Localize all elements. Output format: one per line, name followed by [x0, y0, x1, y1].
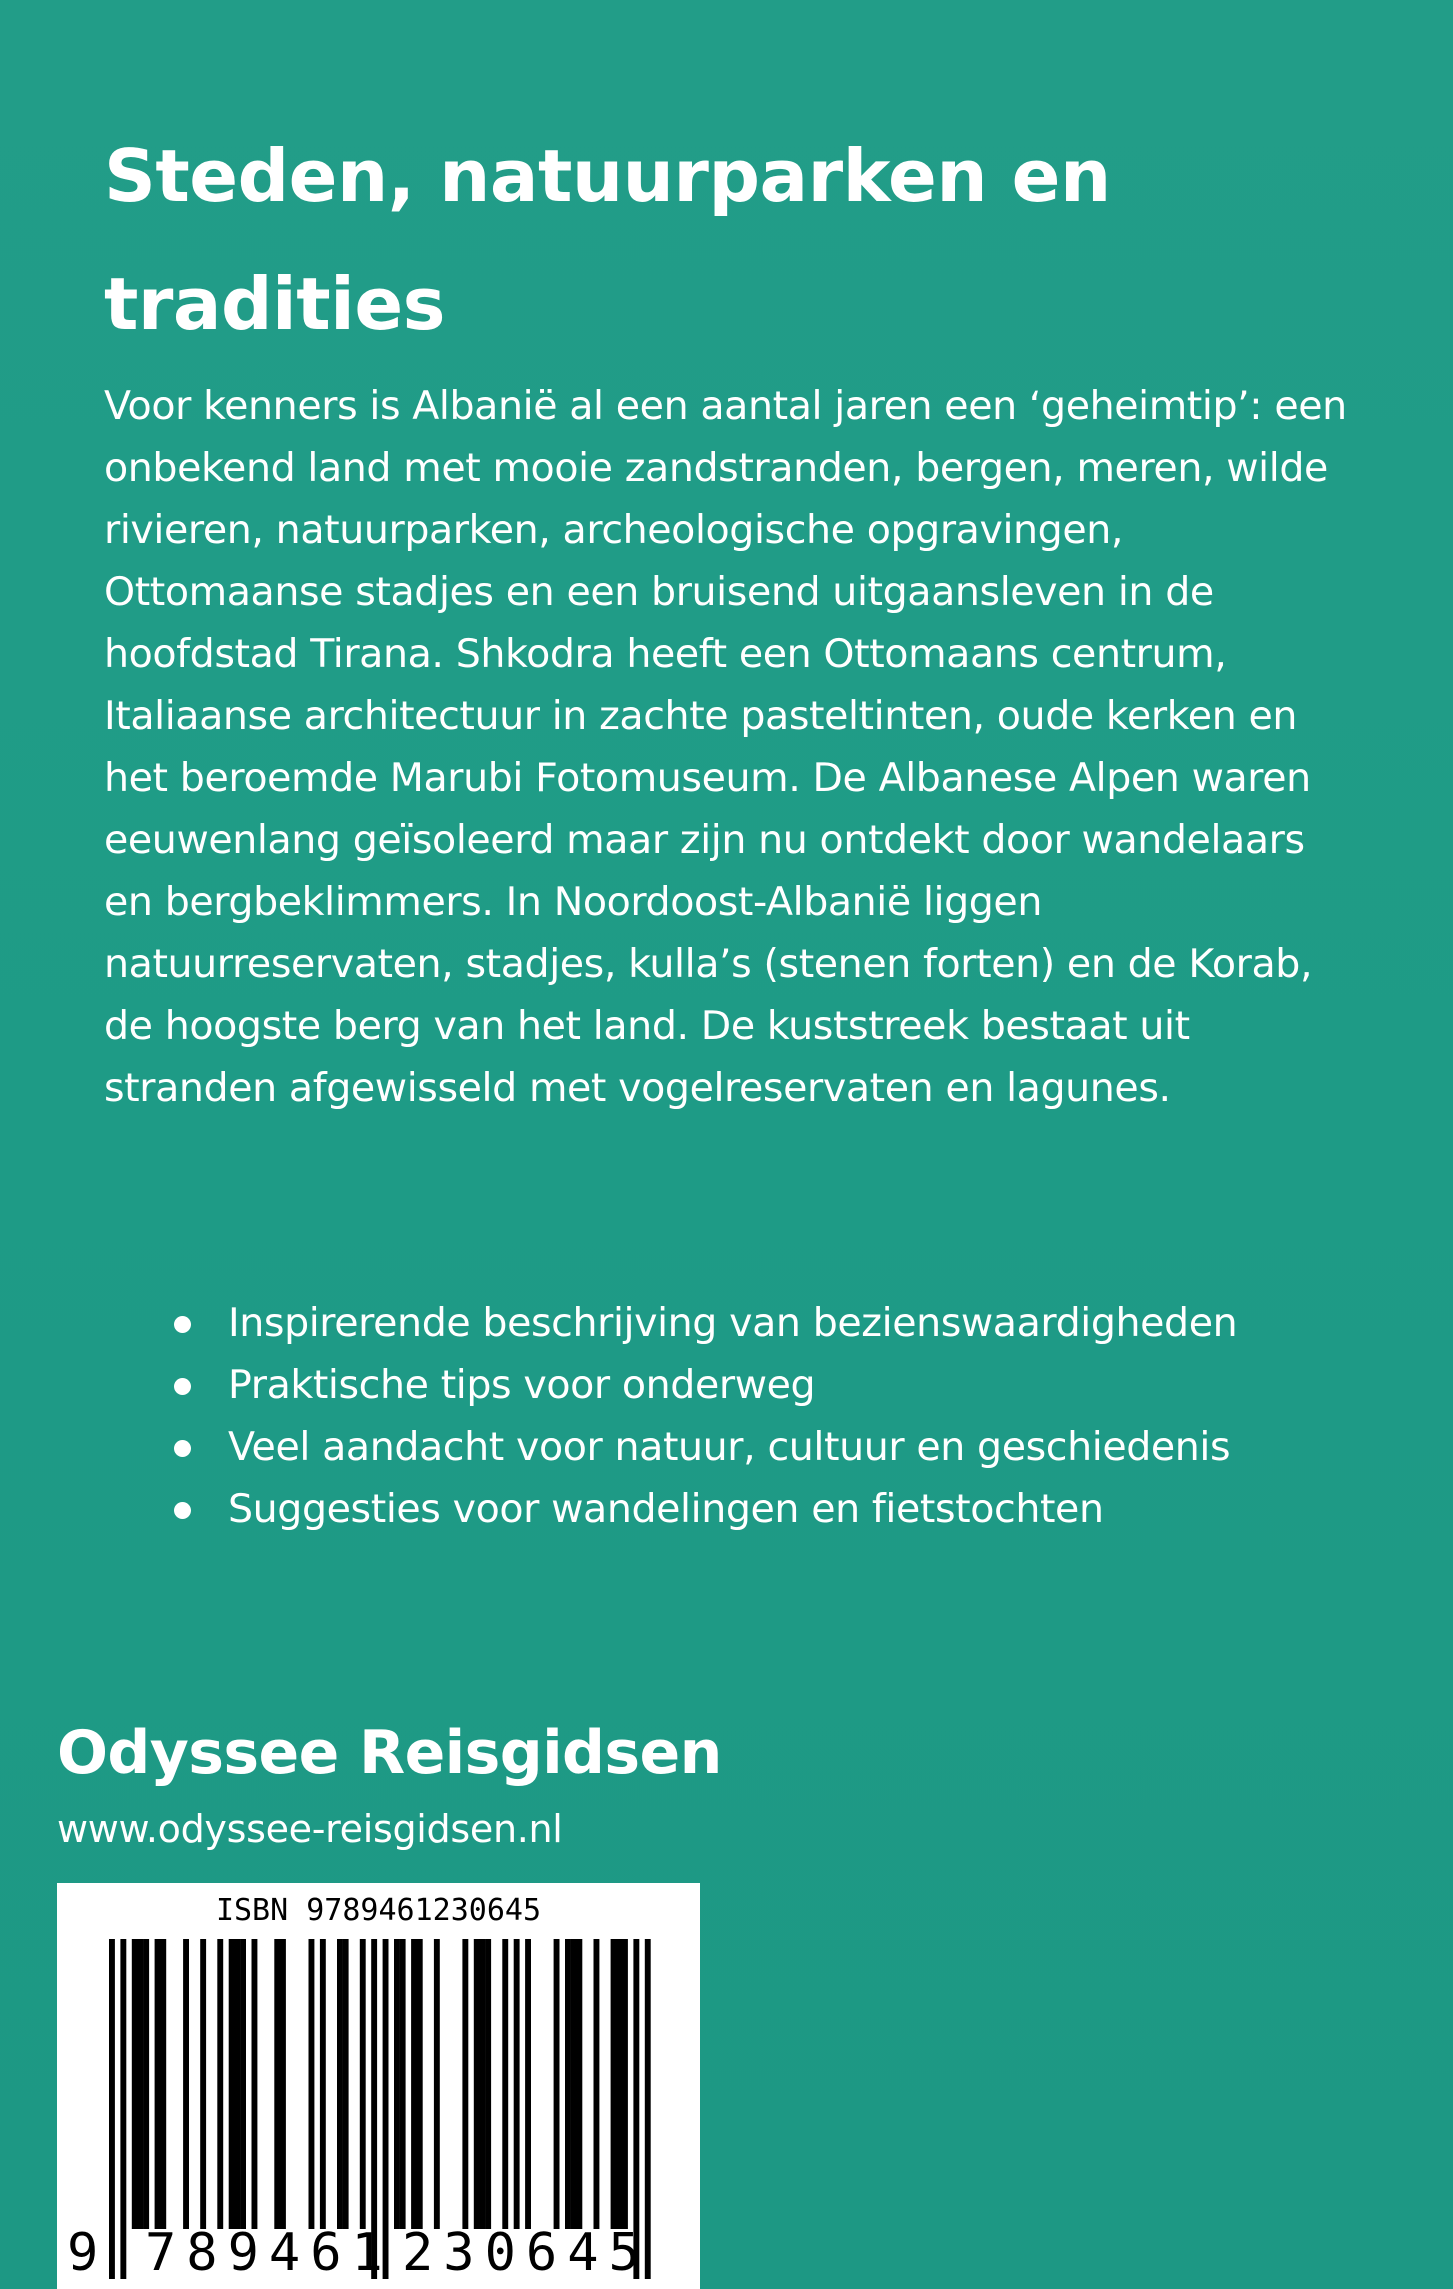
barcode-bar [109, 1939, 115, 2279]
barcode-left-digits: 789461 [145, 2223, 393, 2283]
barcode-bar [571, 1939, 577, 2229]
barcode-bar [155, 1939, 161, 2229]
isbn-barcode [57, 1883, 700, 2289]
barcode-bar [434, 1939, 440, 2229]
bullet-icon [174, 1316, 191, 1333]
barcode-bar [320, 1939, 326, 2229]
barcode-bar [120, 1939, 126, 2279]
barcode-first-digit: 9 [67, 2223, 109, 2283]
feature-item [104, 1478, 1404, 1540]
barcode-bar [132, 1939, 138, 2229]
barcode-bar [411, 1939, 417, 2229]
feature-label: Inspirerende beschrijving van bezienswaardigheden [228, 1300, 1238, 1346]
feature-list [104, 1292, 1404, 1540]
barcode-bar [525, 1939, 531, 2229]
barcode-bar [360, 1939, 366, 2229]
barcode-bar [337, 1939, 343, 2229]
feature-item [104, 1416, 1404, 1478]
barcode-bar [217, 1939, 223, 2229]
feature-label: Praktische tips voor onderweg [228, 1362, 816, 1408]
barcode-bar [183, 1939, 189, 2229]
barcode-bar [417, 1939, 423, 2229]
description-text: Voor kenners is Albanië al een aantal jaren een ‘geheimtip’: een onbekend land met mooie zandstranden, bergen, meren, wilde rivieren, natuurparken, archeologische opgravingen, Ottomaanse stadjes en een bruisend uitgaansleven in de hoofdstad Tirana. Shkodra heeft een Ottomaans centrum, Italiaanse architectuur in zachte pasteltinten, oude kerken en het beroemde Marubi Fotomuseum. De Albanese Alpen waren eeuwenlang geïsoleerd maar zijn nu ontdekt door wandelaars en bergbeklimmers. In Noordoost-Albanië liggen natuurreservaten, stadjes, kulla’s (stenen forten) en de Korab, de hoogste berg van het land. De kuststreek bestaat uit stranden afgewisseld met vogelreservaten en lagunes. [104, 383, 1347, 1111]
bullet-icon [174, 1378, 191, 1395]
barcode-bar [138, 1939, 144, 2229]
cover-heading: Steden, natuurparken en tradities [104, 134, 1111, 346]
publisher-url: www.odyssee-reisgidsen.nl [57, 1807, 563, 1851]
barcode-bar [343, 1939, 349, 2229]
barcode-bar [394, 1939, 400, 2229]
barcode-bar [576, 1939, 582, 2229]
bullet-icon [174, 1502, 191, 1519]
barcode-bar [309, 1939, 315, 2229]
publisher-name: Odyssee Reisgidsen [57, 1718, 722, 1788]
barcode-bar [274, 1939, 280, 2229]
barcode-bar [485, 1939, 491, 2229]
barcode-bar [480, 1939, 486, 2229]
barcode-bar [160, 1939, 166, 2229]
barcode-bar [462, 1939, 468, 2229]
feature-item [104, 1292, 1404, 1354]
barcode-bar [143, 1939, 149, 2229]
barcode-bar [554, 1939, 560, 2229]
barcode-right-digits: 230645 [402, 2223, 650, 2283]
feature-item [104, 1354, 1404, 1416]
barcode-bar [514, 1939, 520, 2229]
bullet-icon [174, 1440, 191, 1457]
barcode-bar [611, 1939, 617, 2229]
barcode-bar [400, 1939, 406, 2229]
barcode-bar [565, 1939, 571, 2229]
barcode-bar [502, 1939, 508, 2229]
barcode-bar [252, 1939, 258, 2229]
barcode-bar [616, 1939, 622, 2229]
barcode-bar [240, 1939, 246, 2229]
feature-label: Suggesties voor wandelingen en fietstochten [228, 1486, 1104, 1532]
barcode-bar [280, 1939, 286, 2229]
barcode-bar [234, 1939, 240, 2229]
isbn-label: ISBN 9789461230645 [215, 1893, 542, 1928]
feature-label: Veel aandacht voor natuur, cultuur en geschiedenis [228, 1424, 1231, 1470]
barcode-bar [594, 1939, 600, 2229]
barcode-bar [622, 1939, 628, 2229]
barcode-bar [229, 1939, 235, 2229]
barcode-bar [474, 1939, 480, 2229]
barcode-bar [200, 1939, 206, 2229]
